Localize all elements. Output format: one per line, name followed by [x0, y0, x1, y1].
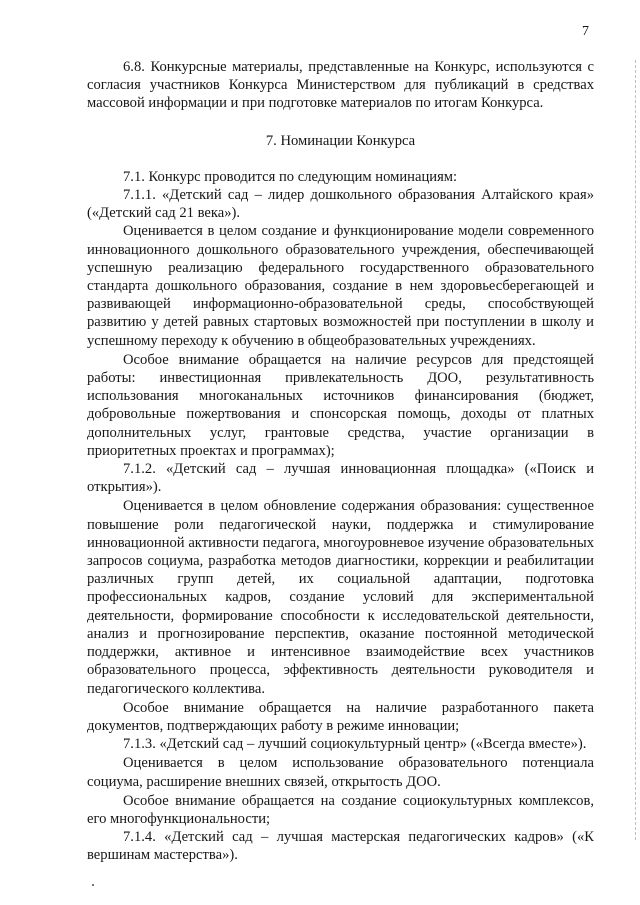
document-body — [87, 58, 594, 865]
page-number: 7 — [582, 24, 589, 39]
scan-dot-artifact — [92, 884, 94, 886]
paragraph-7-1-3-special: Особое внимание обращается на создание социокультурных комплексов, его многофункциональности; — [87, 792, 594, 827]
section-heading: 7. Номинации Конкурса — [265, 132, 416, 149]
paragraph-6-8: 6.8. Конкурсные материалы, представленные на Конкурс, используются с согласия участников Конкурса Министерством для публикаций в средствах массовой информации и при подготовке материалов по итогам Конкурса. — [87, 59, 594, 112]
paragraph-7-1-1-special: Особое внимание обращается на наличие ресурсов для предстоящей работы: инвестиционная привлекательность ДОО, результативность использования многоканальных источников финансирования (бюджет, добровольные пожертвования и спонсорская помощь, доходы от платных дополнительных услуг, грантовые средства, участие организации в приоритетных проектах и программах); — [87, 351, 594, 459]
paragraph-7-1-4: 7.1.4. «Детский сад – лучшая мастерская педагогических кадров» («К вершинам мастерства»). — [87, 829, 594, 864]
paragraph-7-1-2-special: Особое внимание обращается на наличие разработанного пакета документов, подтверждающих работу в режиме инновации; — [87, 699, 594, 734]
paragraph-7-1: 7.1. Конкурс проводится по следующим номинациям: — [123, 168, 458, 185]
paragraph-7-1-2: 7.1.2. «Детский сад – лучшая инновационная площадка» («Поиск и открытия»). — [87, 461, 594, 496]
scan-edge-artifact — [635, 60, 638, 840]
paragraph-7-1-2-assessment: Оценивается в целом обновление содержания образования: существенное повышение роли педагогической науки, поддержка и стимулирование инновационной активности педагога, многоуровневое изучение образовательных запросов социума, разработка методов диагностики, коррекции и реабилитации различных групп детей, их социальной адаптации, подготовка профессиональных кадров, создание условий для экспериментальной деятельности, формирование способности к исследовательской деятельности, анализ и прогнозирование перспектив, оказание постоянной методической поддержки, активное и интенсивное взаимодействие всех участников образовательного процесса, эффективность деятельности руководителя и педагогического коллектива. — [87, 498, 594, 697]
paragraph-7-1-3-assessment: Оценивается в целом использование образовательного потенциала социума, расширение внешних связей, открытость ДОО. — [87, 755, 594, 790]
paragraph-7-1-1: 7.1.1. «Детский сад – лидер дошкольного образования Алтайского края» («Детский сад 21 века»). — [87, 187, 594, 222]
paragraph-7-1-3: 7.1.3. «Детский сад – лучший социокультурный центр» («Всегда вместе»). — [123, 736, 587, 753]
paragraph-7-1-1-assessment: Оценивается в целом создание и функционирование модели современного инновационного дошкольного образовательного учреждения, обеспечивающей успешную реализацию федерального государственного образовательного стандарта дошкольного образования, создание в нем здоровьесберегающей и развивающей информационно-образовательной среды, способствующей развитию у детей равных стартовых возможностей при поступлении в школу и успешному переходу к обучению в общеобразовательных учреждениях. — [87, 223, 594, 349]
